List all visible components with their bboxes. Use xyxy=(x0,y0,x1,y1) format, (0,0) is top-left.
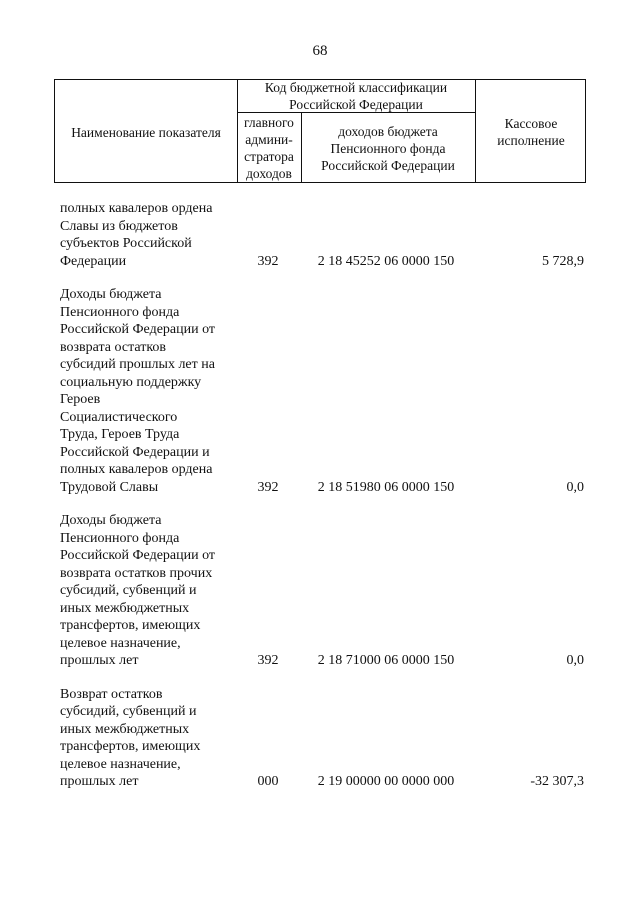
header-income-column: доходов бюджета Пенсионного фонда Российской Федерации xyxy=(321,123,455,173)
income-code: 2 18 45252 06 0000 150 xyxy=(317,253,455,269)
execution-amount: 5 728,9 xyxy=(542,253,584,269)
income-code: 2 18 51980 06 0000 150 xyxy=(317,479,455,495)
indicator-name: Доходы бюджета Пенсионного фонда Российской Федерации от возврата остатков прочих субсидий, субвенций и иных межбюджетных трансфертов, имеющих целевое назначение, прошлых лет xyxy=(60,513,216,668)
table-row xyxy=(54,286,586,496)
indicator-name: Возврат остатков субсидий, субвенций и иных межбюджетных трансфертов, имеющих целевое назначение, прошлых лет xyxy=(60,686,201,789)
admin-code: 392 xyxy=(257,253,279,269)
admin-code: 000 xyxy=(257,774,279,789)
table-row xyxy=(54,512,586,670)
page-number: 68 xyxy=(312,43,328,59)
execution-amount: 0,0 xyxy=(566,653,584,668)
execution-amount: -32 307,3 xyxy=(530,774,584,789)
execution-amount: 0,0 xyxy=(566,479,584,495)
admin-code: 392 xyxy=(257,479,279,495)
admin-code: 392 xyxy=(257,653,279,668)
indicator-name: Доходы бюджета Пенсионного фонда Российской Федерации от возврата остатков субсидий прошлых лет на социальную поддержку Героев Социалистического Труда, Героев Труда Российской Федерации и полных кавалеров ордена Трудовой Славы xyxy=(60,287,216,495)
header-name-column: Наименование показателя xyxy=(71,124,221,140)
header-execution-column: Кассовое исполнение xyxy=(497,116,565,148)
table-header xyxy=(54,79,586,183)
table-row xyxy=(54,686,586,791)
table-body xyxy=(54,200,586,807)
indicator-name: полных кавалеров ордена Славы из бюджетов субъектов Российской Федерации xyxy=(60,201,213,269)
header-admin-column: главного админи-стратора доходов xyxy=(244,115,294,181)
table-row xyxy=(54,200,586,270)
income-code: 2 19 00000 00 0000 000 xyxy=(317,774,455,789)
income-code: 2 18 71000 06 0000 150 xyxy=(317,653,455,668)
header-budget-code-group: Код бюджетной классификации Российской Федерации xyxy=(264,80,448,112)
